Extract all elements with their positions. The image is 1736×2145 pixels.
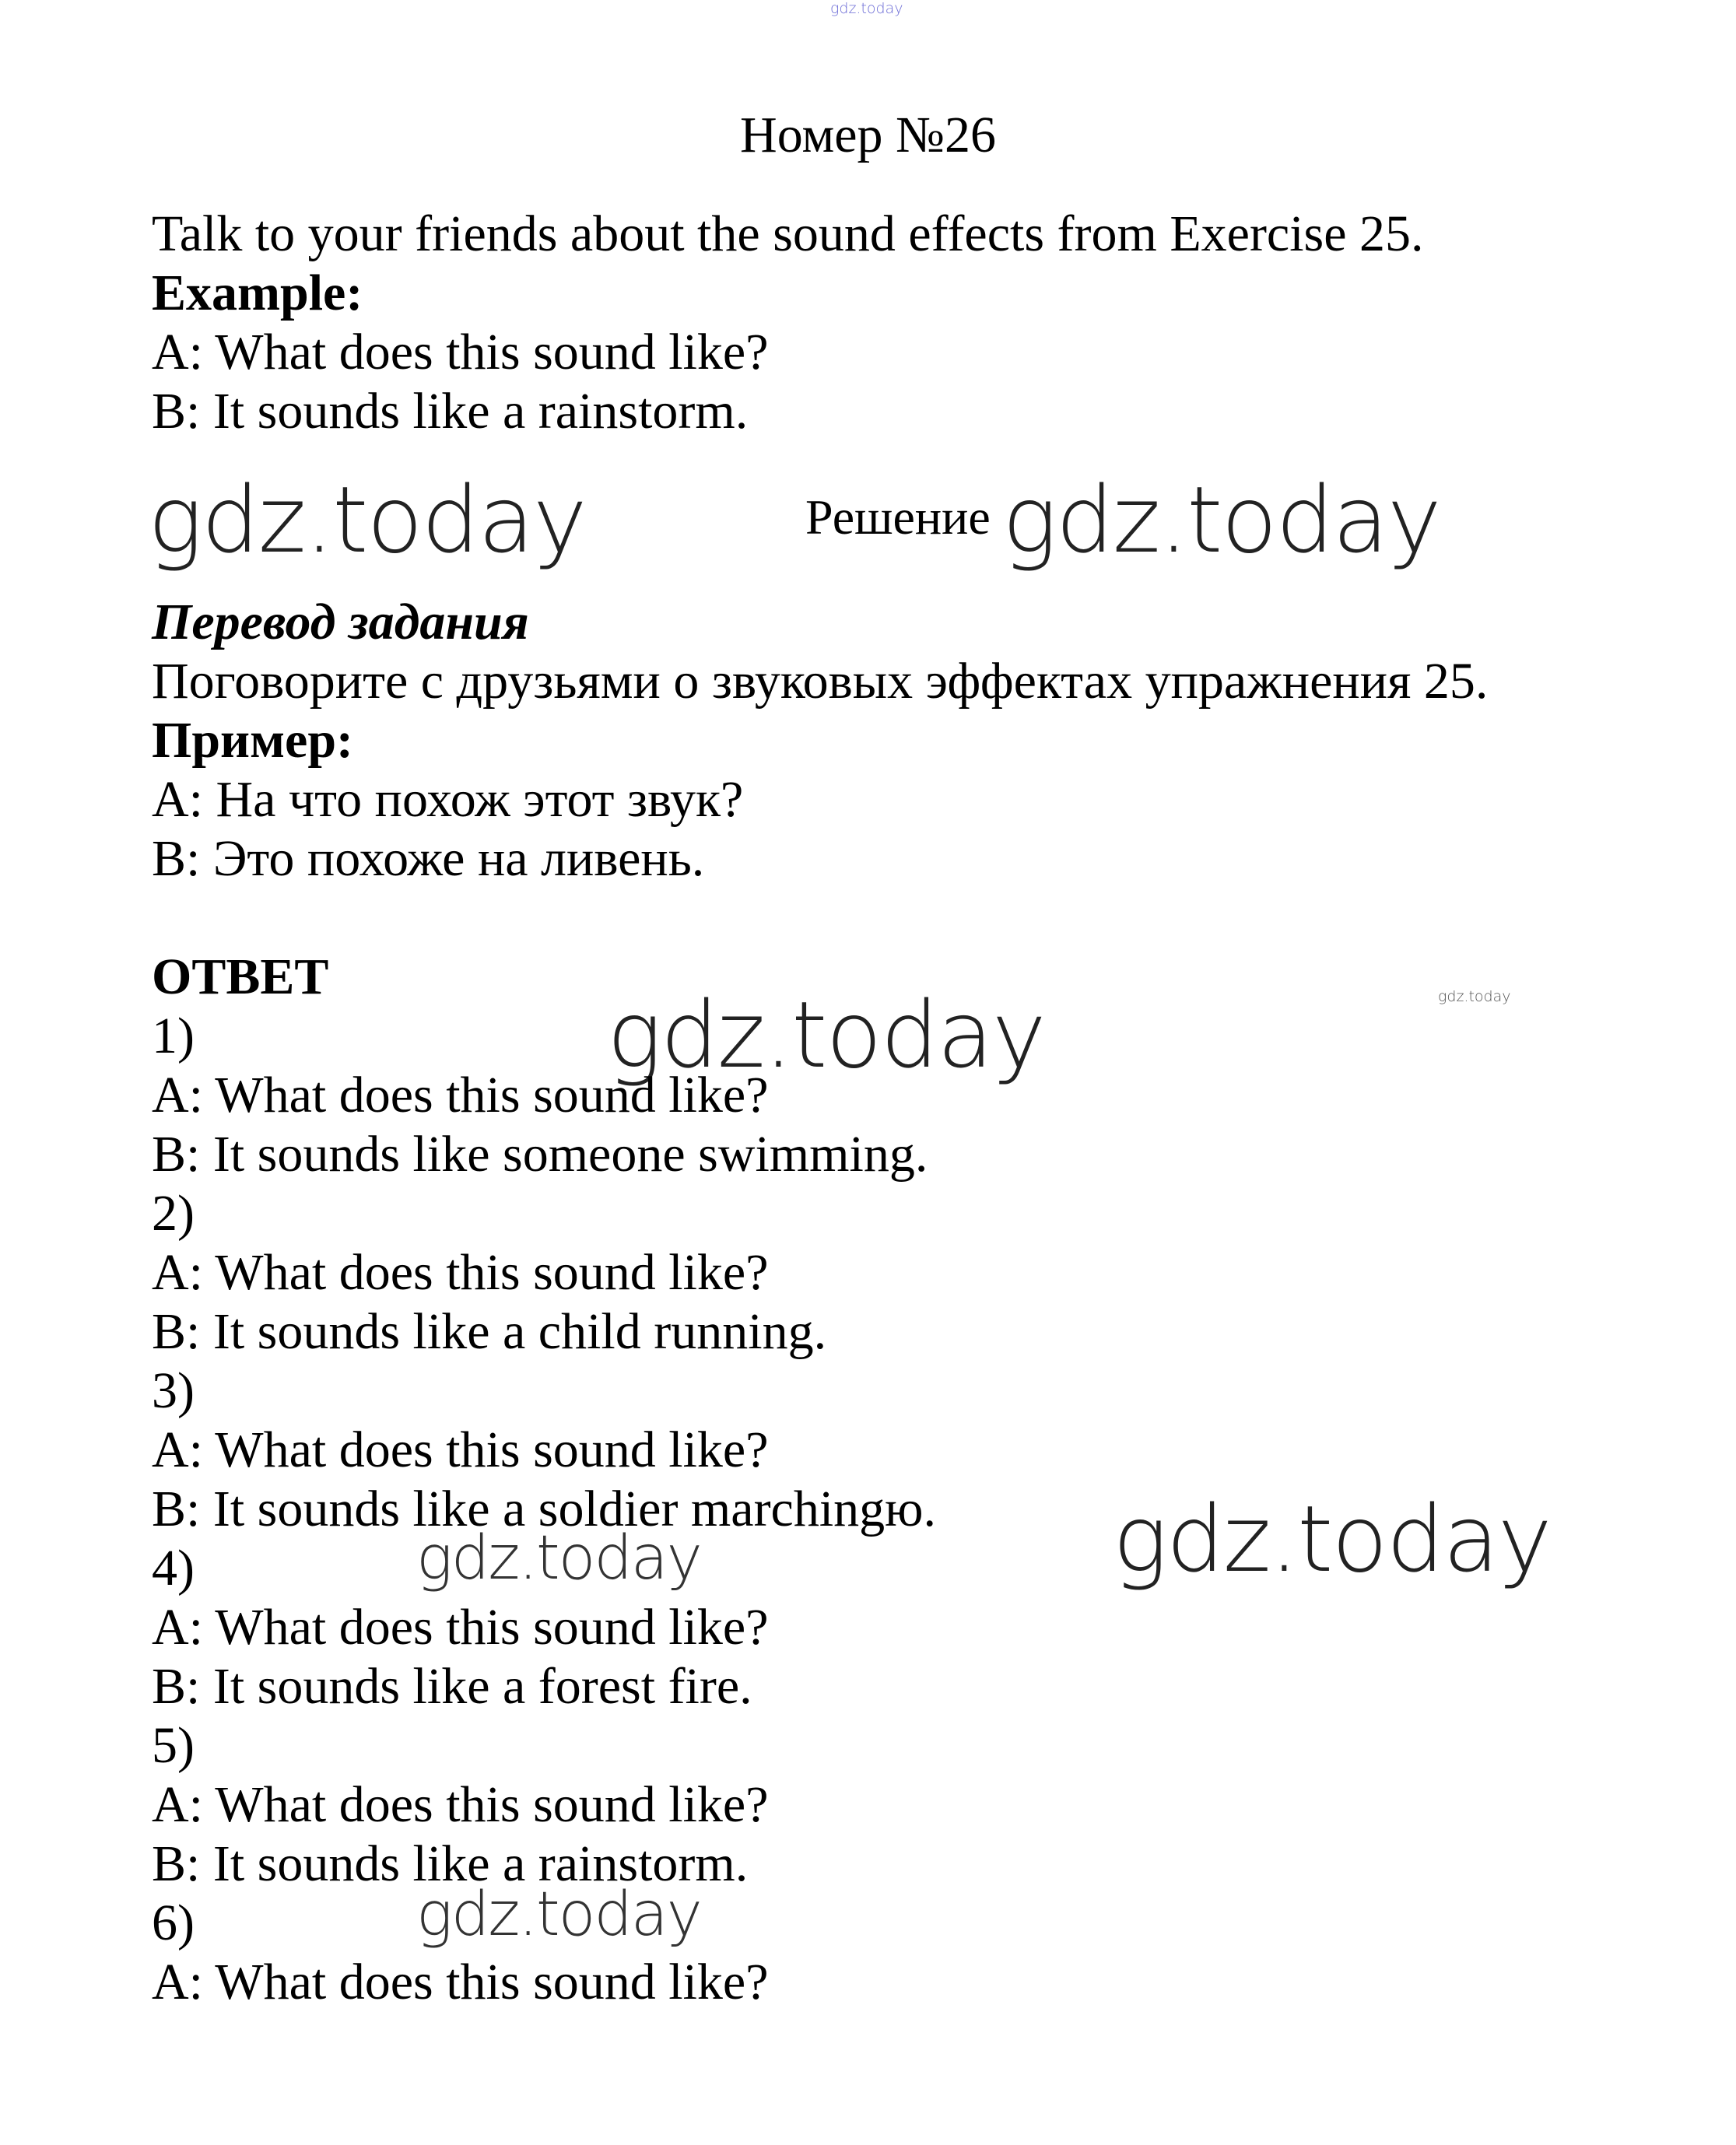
watermark-4: gdz.today xyxy=(1113,1485,1551,1593)
solution-label: Решение xyxy=(805,489,991,545)
translation-text: Поговорите с друзьями о звуковых эффектах упражнения 25. xyxy=(152,653,1489,710)
answer-item-number: 6) xyxy=(152,1894,195,1951)
task-text: Talk to your friends about the sound effects from Exercise 25. xyxy=(152,205,1424,262)
example-line-b: B: It sounds like a rainstorm. xyxy=(152,383,749,440)
answer-line-a: A: What does this sound like? xyxy=(152,1067,769,1123)
translation-example-label: Пример: xyxy=(152,712,354,769)
translation-heading: Перевод задания xyxy=(152,594,529,650)
answer-line-a: A: What does this sound like? xyxy=(152,1776,769,1833)
answer-item-number: 3) xyxy=(152,1362,195,1419)
answer-item-number: 4) xyxy=(152,1540,195,1596)
translation-example-b: B: Это похоже на ливень. xyxy=(152,830,705,887)
answer-item-number: 1) xyxy=(152,1008,195,1064)
answer-item-number: 2) xyxy=(152,1185,195,1242)
watermark-3: gdz.today xyxy=(607,981,1045,1088)
watermark-small-right: gdz.today xyxy=(1438,988,1511,1005)
watermark-1: gdz.today xyxy=(148,466,586,573)
answer-line-b: B: It sounds like a child running. xyxy=(152,1303,827,1360)
watermark-top: gdz.today xyxy=(830,0,903,17)
translation-example-a: A: На что похож этот звук? xyxy=(152,771,744,828)
watermark-2: gdz.today xyxy=(1002,466,1440,573)
answer-line-a: A: What does this sound like? xyxy=(152,1599,769,1656)
answer-line-b: B: It sounds like a rainstorm. xyxy=(152,1835,749,1892)
watermark-5: gdz.today xyxy=(416,1523,701,1593)
example-label: Example: xyxy=(152,265,363,321)
watermark-6: gdz.today xyxy=(416,1880,701,1950)
answer-heading: ОТВЕТ xyxy=(152,948,329,1005)
page-title: Номер №26 xyxy=(740,107,996,163)
answer-line-b: B: It sounds like a forest fire. xyxy=(152,1658,752,1715)
answer-line-b: B: It sounds like a soldier marchingю. xyxy=(152,1481,936,1537)
answer-line-b: B: It sounds like someone swimming. xyxy=(152,1126,928,1183)
answer-item-number: 5) xyxy=(152,1717,195,1774)
answer-line-a: A: What does this sound like? xyxy=(152,1244,769,1301)
answer-line-a: A: What does this sound like? xyxy=(152,1421,769,1478)
answer-line-a: A: What does this sound like? xyxy=(152,1954,769,2010)
example-line-a: A: What does this sound like? xyxy=(152,324,769,380)
